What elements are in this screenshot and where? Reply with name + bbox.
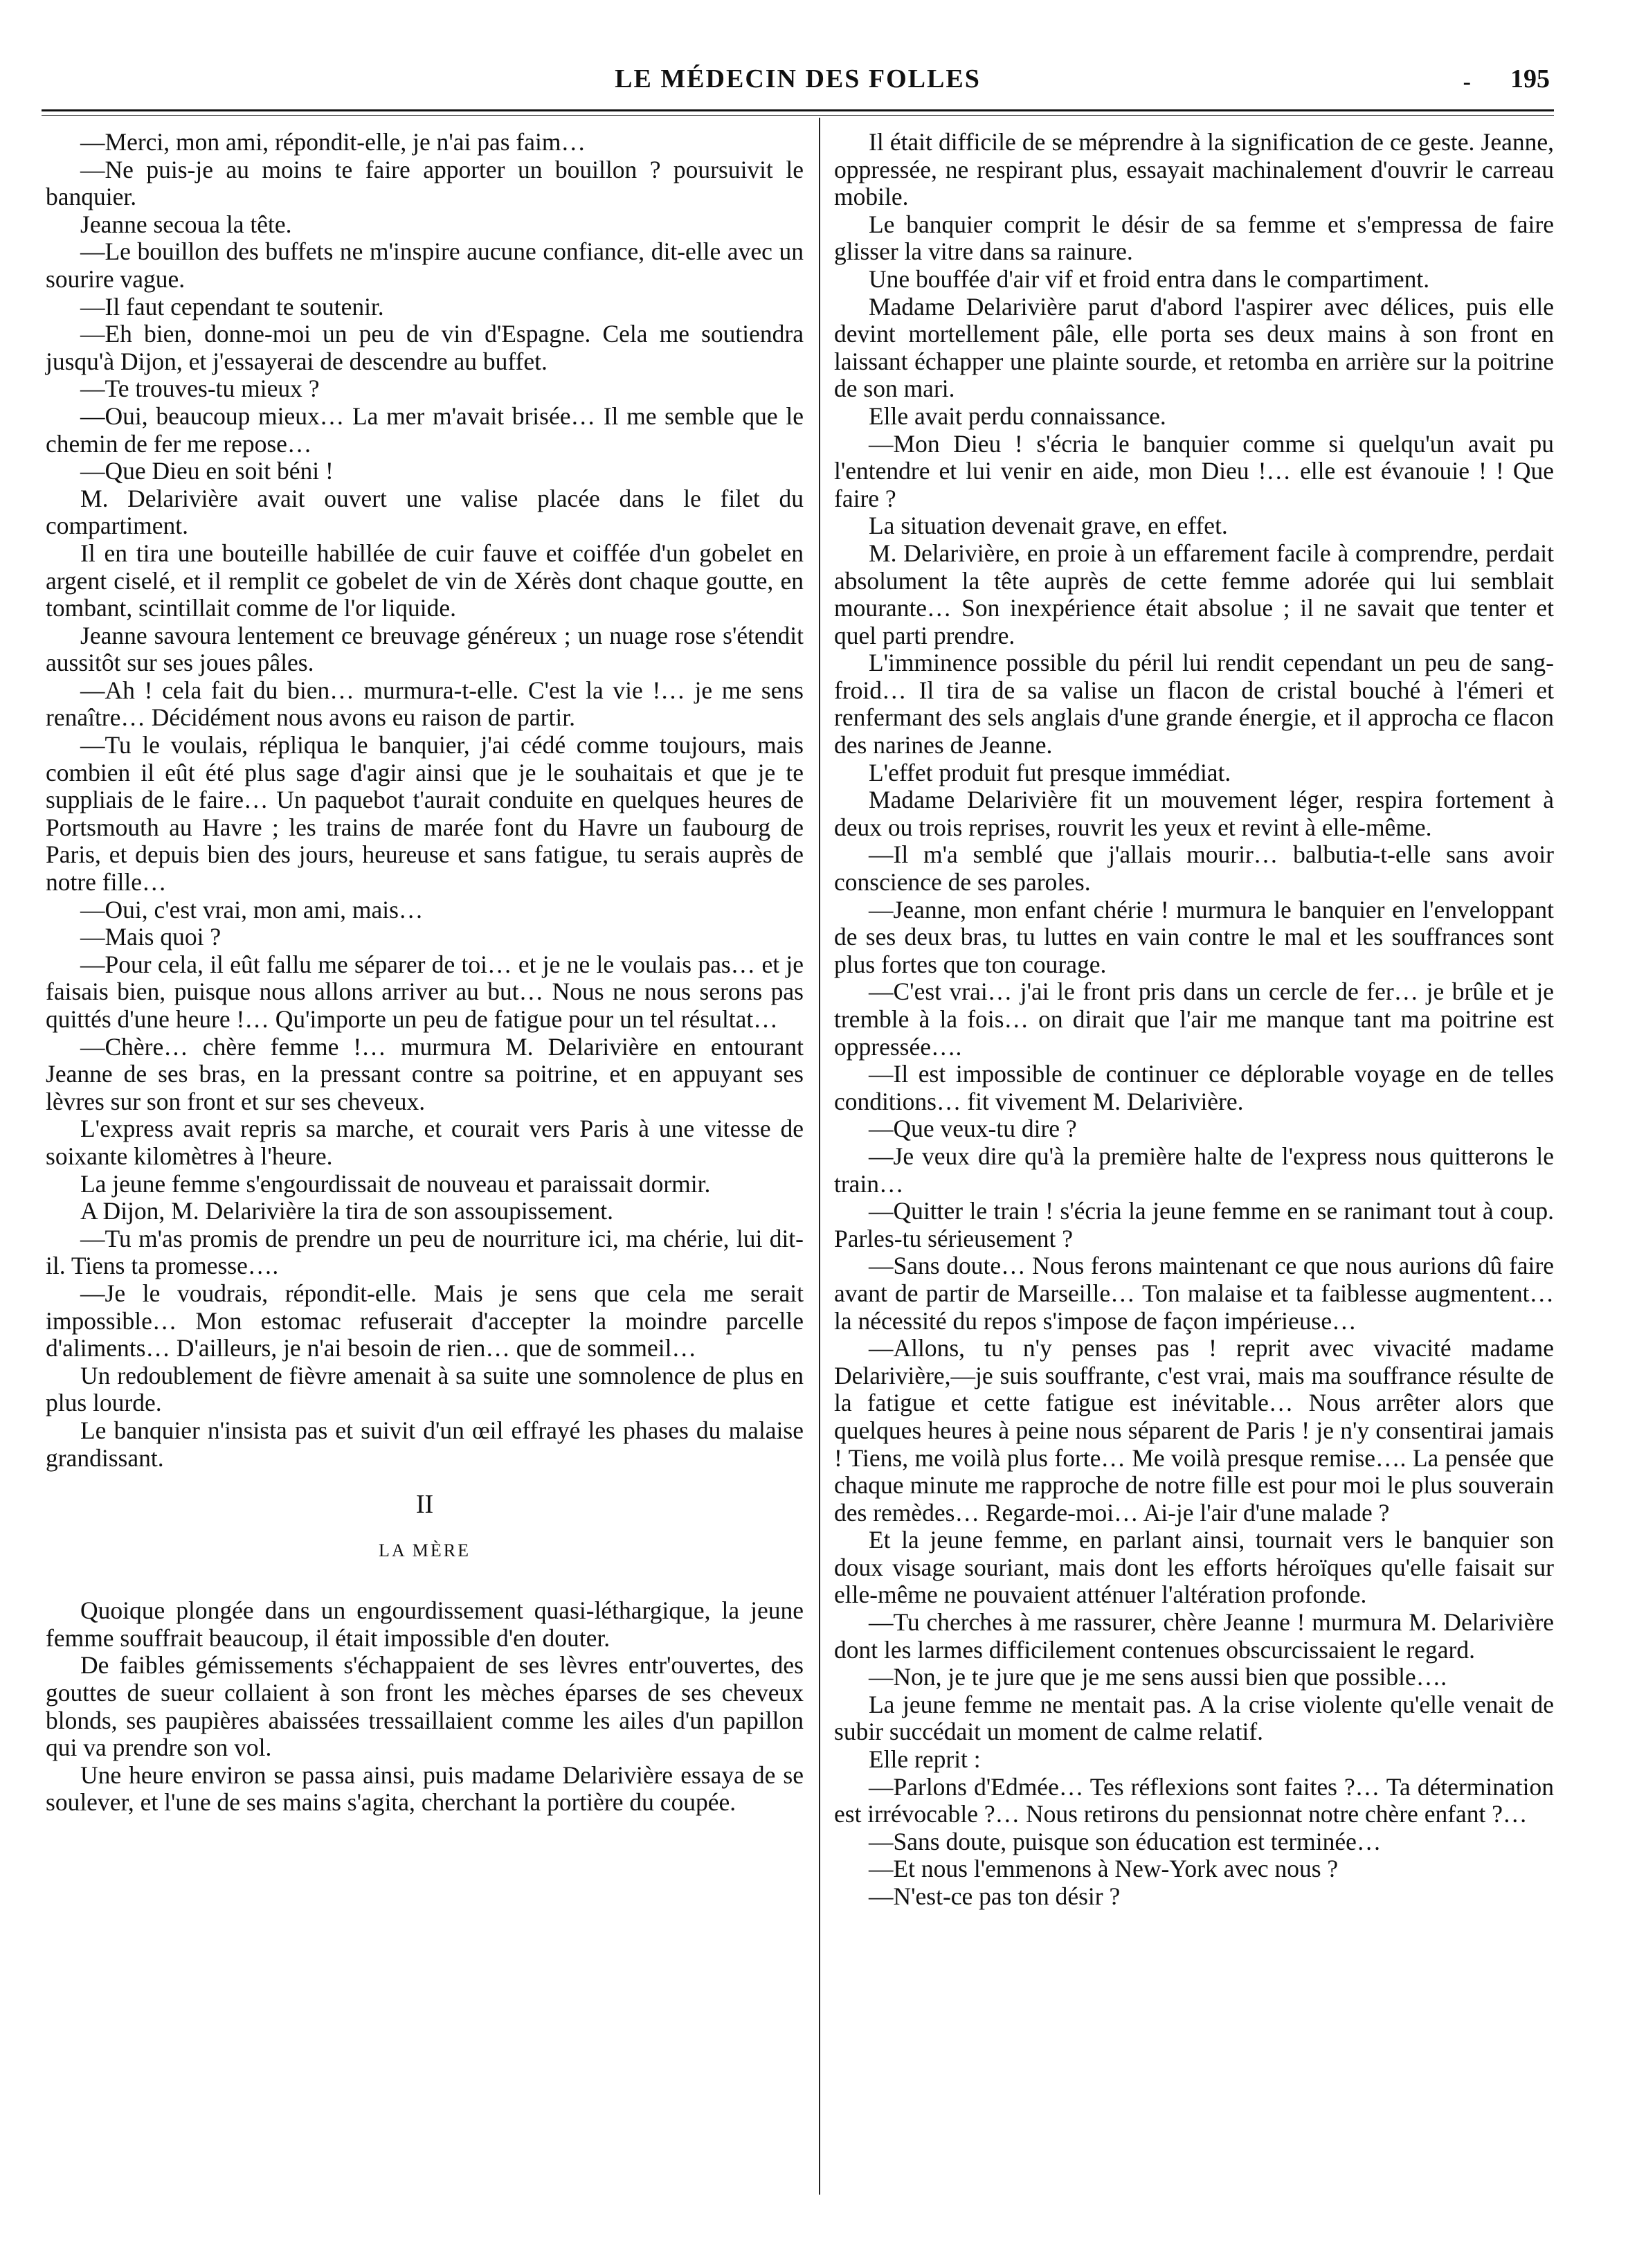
paragraph: —Je veux dire qu'à la première halte de l'express nous quitterons le train… <box>834 1142 1554 1198</box>
paragraph: —Mais quoi ? <box>80 923 221 951</box>
right-column <box>834 129 1554 1911</box>
chapter-number: II <box>415 1490 434 1520</box>
paragraph: Un redoublement de fièvre amenait à sa suite une somnolence de plus en plus lourde. <box>46 1361 804 1417</box>
paragraph: —Non, je te jure que je me sens aussi bien que possible…. <box>869 1663 1447 1691</box>
paragraph: La situation devenait grave, en effet. <box>869 512 1228 540</box>
paragraph: —Que Dieu en soit béni ! <box>80 457 334 485</box>
paragraph: —Tu le voulais, répliqua le banquier, j'ai cédé comme toujours, mais combien il eût été plus sage d'agir ainsi que je le souhaitais et que je te suppliais de le faire… Un paquebot t'aurait conduite en quelques heures de Portsmouth au Havre ; les trains de marée font du Havre un faubourg de Paris, et depuis bien des jours, heureuse et sans fatigue, tu serais auprès de notre fille… <box>46 731 804 897</box>
paragraph: —C'est vrai… j'ai le front pris dans un cercle de fer… je brûle et je tremble à la fois… on dirait que l'air me manque tant ma poitrine est oppressée…. <box>834 978 1554 1061</box>
paragraph: —Jeanne, mon enfant chérie ! murmura le banquier en l'enveloppant de ses deux bras, tu luttes en vain contre le mal et les souffrances sont plus fortes que ton courage. <box>834 895 1554 978</box>
paragraph: Quoique plongée dans un engourdissement quasi-léthargique, la jeune femme souffrait beaucoup, il était impossible d'en douter. <box>46 1596 804 1652</box>
paragraph: Une bouffée d'air vif et froid entra dans le compartiment. <box>869 264 1430 293</box>
column-divider <box>819 118 820 2195</box>
paragraph: De faibles gémissements s'échappaient de ses lèvres entr'ouvertes, des gouttes de sueur collaient à son front les mèches éparses de ses cheveux blonds, ses paupières abaissées tressaillaient comme les ailes d'un papillon qui va prendre son vol. <box>46 1651 804 1762</box>
left-column-text <box>46 129 804 1472</box>
paragraph: —Mon Dieu ! s'écria le banquier comme si quelqu'un avait pu l'entendre et lui venir en aide, mon Dieu !… elle est évanouie ! ! Que faire ? <box>834 429 1554 512</box>
paragraph: Il en tira une bouteille habillée de cuir fauve et coiffée d'un gobelet en argent ciselé, et il remplit ce gobelet de vin de Xérès dont chaque goutte, en tombant, scintillait comme de l'or liquide. <box>46 539 804 622</box>
paragraph: L'effet produit fut presque immédiat. <box>869 758 1231 786</box>
paragraph: Jeanne savoura lentement ce breuvage généreux ; un nuage rose s'étendit aussitôt sur ses joues pâles. <box>46 621 804 677</box>
header-rule-thick <box>42 109 1554 111</box>
paragraph: —Te trouves-tu mieux ? <box>80 375 320 403</box>
paragraph: M. Delarivière avait ouvert une valise placée dans le filet du compartiment. <box>46 484 804 540</box>
paragraph: —Il faut cependant te soutenir. <box>80 292 384 321</box>
paragraph: —Ne puis-je au moins te faire apporter un bouillon ? poursuivit le banquier. <box>46 155 804 211</box>
paragraph: —Tu m'as promis de prendre un peu de nourriture ici, ma chérie, lui dit-il. Tiens ta promesse…. <box>46 1224 804 1280</box>
running-title: LE MÉDECIN DES FOLLES <box>615 64 981 93</box>
left-column-chapter-text <box>46 1597 804 1817</box>
paragraph: La jeune femme ne mentait pas. A la crise violente qu'elle venait de subir succédait un moment de calme relatif. <box>834 1690 1554 1746</box>
paragraph: —Je le voudrais, répondit-elle. Mais je sens que cela me serait impossible… Mon estomac refuserait d'accepter la moindre parcelle d'aliments… D'ailleurs, je n'ai besoin de rien… que de sommeil… <box>46 1279 804 1362</box>
paragraph: Madame Delarivière parut d'abord l'aspirer avec délices, puis elle devint mortellement pâle, elle porta ses deux mains à son front en laissant échapper une plainte sourde, et retomba en arrière sur la poitrine de son mari. <box>834 292 1554 403</box>
paragraph: —Parlons d'Edmée… Tes réflexions sont faites ?… Ta détermination est irrévocable ?… Nous retirons du pensionnat notre chère enfant ?… <box>834 1772 1554 1828</box>
paragraph: —Le bouillon des buffets ne m'inspire aucune confiance, dit-elle avec un sourire vague. <box>46 237 804 293</box>
paragraph: —Quitter le train ! s'écria la jeune femme en se ranimant tout à coup. Parles-tu sérieusement ? <box>834 1197 1554 1252</box>
paragraph: —Oui, c'est vrai, mon ami, mais… <box>80 895 424 924</box>
paragraph: L'imminence possible du péril lui rendit cependant un peu de sang-froid… Il tira de sa valise un flacon de cristal bouché à l'émeri et renfermant des sels anglais d'une grande énergie, et il approcha ce flacon des narines de Jeanne. <box>834 649 1554 759</box>
paragraph: La jeune femme s'engourdissait de nouveau et paraissait dormir. <box>80 1169 711 1198</box>
paragraph: —Oui, beaucoup mieux… La mer m'avait brisée… Il me semble que le chemin de fer me repose… <box>46 402 804 458</box>
left-column <box>46 129 804 1817</box>
header-rule-thin <box>42 115 1554 116</box>
paragraph: —Ah ! cela fait du bien… murmura-t-elle. C'est la vie !… je me sens renaître… Décidément nous avons eu raison de partir. <box>46 676 804 732</box>
paragraph: —Pour cela, il eût fallu me séparer de toi… et je ne le voulais pas… et je faisais bien, puisque nous allons arriver au but… Nous ne nous serons pas quittés d'une heure !… Qu'importe un peu de fatigue pour un tel résultat… <box>46 950 804 1033</box>
paragraph: Jeanne secoua la tête. <box>80 210 292 238</box>
page-number: 195 <box>1510 64 1550 93</box>
paragraph: —Sans doute, puisque son éducation est terminée… <box>869 1827 1382 1855</box>
paragraph: L'express avait repris sa marche, et courait vers Paris à une vitesse de soixante kilomètres à l'heure. <box>46 1115 804 1170</box>
paragraph: Elle reprit : <box>869 1745 981 1774</box>
paragraph: M. Delarivière, en proie à un effarement facile à comprendre, perdait absolument la tête auprès de cette femme adorée qui lui semblait mourante… Son inexpérience était absolue ; il ne savait que tenter et quel parti prendre. <box>834 539 1554 649</box>
header-dash: ‑ <box>1463 69 1471 95</box>
paragraph: Elle avait perdu connaissance. <box>869 402 1166 430</box>
running-header <box>42 64 1554 112</box>
paragraph: —Sans doute… Nous ferons maintenant ce que nous aurions dû faire avant de partir de Marseille… Ton malaise et ta faiblesse augmentent… la nécessité du repos s'impose de façon impérieuse… <box>834 1252 1554 1335</box>
paragraph: Une heure environ se passa ainsi, puis madame Delarivière essaya de se soulever, et l'une de ses mains s'agita, cherchant la portière du coupée. <box>46 1761 804 1817</box>
paragraph: A Dijon, M. Delarivière la tira de son assoupissement. <box>80 1197 613 1225</box>
paragraph: Le banquier n'insista pas et suivit d'un œil effrayé les phases du malaise grandissant. <box>46 1416 804 1472</box>
paragraph: —Merci, mon ami, répondit-elle, je n'ai pas faim… <box>80 128 586 156</box>
paragraph: —Que veux-tu dire ? <box>869 1115 1077 1143</box>
paragraph: —N'est-ce pas ton désir ? <box>869 1882 1121 1910</box>
right-column-text <box>834 129 1554 1911</box>
paragraph: Et la jeune femme, en parlant ainsi, tournait vers le banquier son doux visage souriant, mais dont les efforts héroïques qu'elle faisait sur elle-même ne pouvaient atténuer l'altération profonde. <box>834 1526 1554 1609</box>
paragraph: —Eh bien, donne-moi un peu de vin d'Espagne. Cela me soutiendra jusqu'à Dijon, et j'essayerai de descendre au buffet. <box>46 320 804 375</box>
paragraph: —Il est impossible de continuer ce déplorable voyage en de telles conditions… fit vivement M. Delarivière. <box>834 1060 1554 1115</box>
paragraph: —Il m'a semblé que j'allais mourir… balbutia-t-elle sans avoir conscience de ses paroles. <box>834 840 1554 897</box>
chapter-title: LA MÈRE <box>379 1540 471 1560</box>
paragraph: Madame Delarivière fit un mouvement léger, respira fortement à deux ou trois reprises, rouvrit les yeux et revint à elle-même. <box>834 786 1554 841</box>
paragraph: —Et nous l'emmenons à New-York avec nous ? <box>869 1855 1339 1883</box>
paragraph: —Tu cherches à me rassurer, chère Jeanne ! murmura M. Delarivière dont les larmes difficilement contenues obscurcissaient le regard. <box>834 1608 1554 1664</box>
paragraph: Il était difficile de se méprendre à la signification de ce geste. Jeanne, oppressée, ne respirant plus, essayait machinalement d'ouvrir le carreau mobile. <box>834 128 1554 211</box>
paragraph: —Allons, tu n'y penses pas ! reprit avec vivacité madame Delarivière,—je suis souffrante, c'est vrai, mais ma souffrance résulte de la fatigue et cette fatigue est inévitable… Nous arrêter alors que quelques heures à peine nous séparent de Paris ! je n'y consentirai jamais ! Tiens, me voilà plus forte… Me voilà presque remise…. La pensée que chaque minute me rapproche de notre fille est pour moi le plus souverain des remèdes… Regarde-moi… Ai-je l'air d'une malade ? <box>834 1334 1554 1527</box>
paragraph: —Chère… chère femme !… murmura M. Delarivière en entourant Jeanne de ses bras, en la pressant contre sa poitrine, et en appuyant ses lèvres sur son front et sur ses cheveux. <box>46 1032 804 1115</box>
paragraph: Le banquier comprit le désir de sa femme et s'empressa de faire glisser la vitre dans sa rainure. <box>834 210 1554 266</box>
